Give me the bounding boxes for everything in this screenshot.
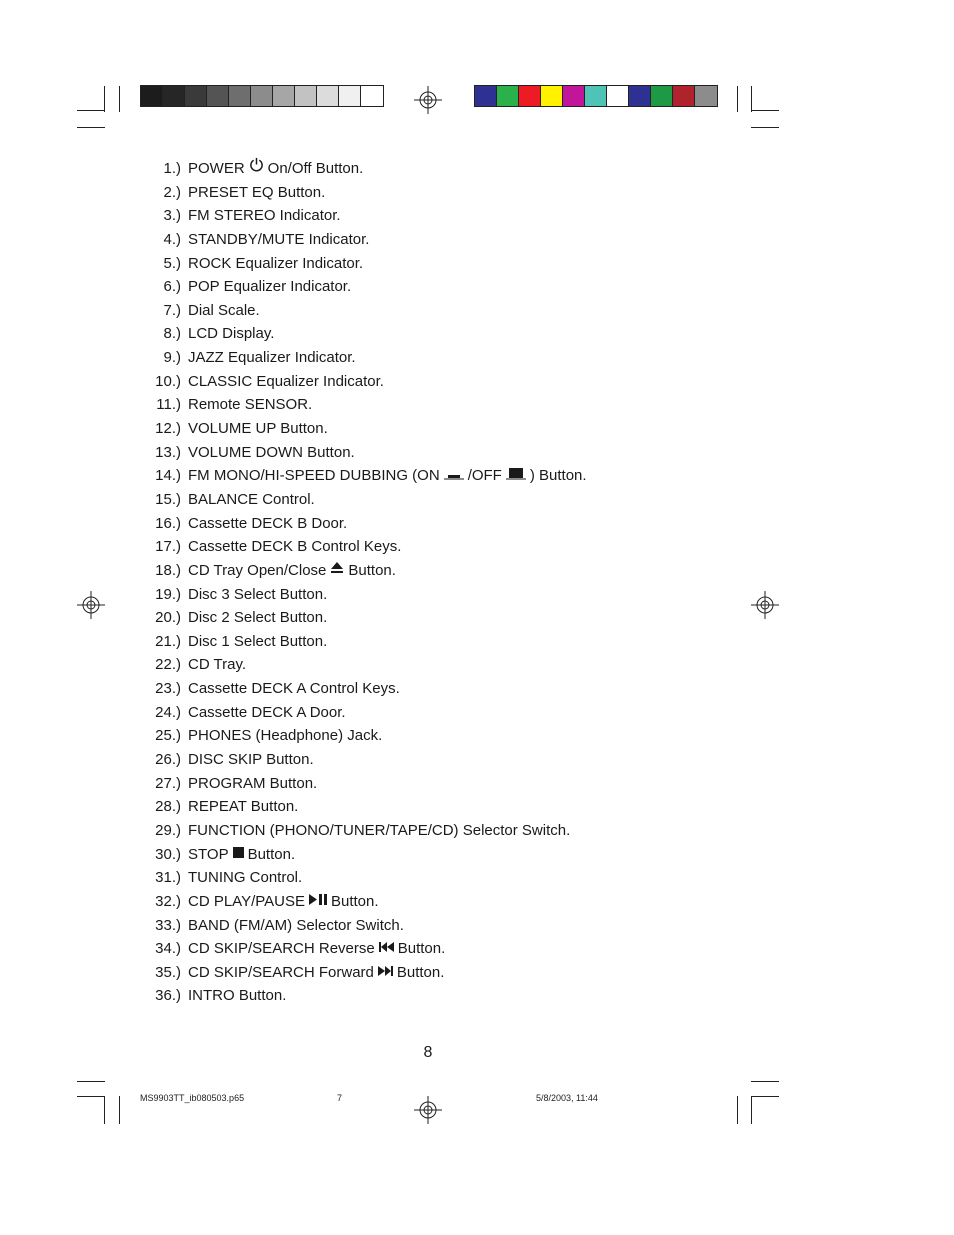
item-label: DISC SKIP Button.: [188, 751, 314, 769]
item-label: VOLUME UP Button.: [188, 420, 328, 438]
item-number: 3.): [163, 207, 181, 225]
color-swatch: [361, 86, 383, 106]
item-text: [188, 984, 286, 1008]
list-item: [140, 819, 587, 843]
crop-mark: [77, 1096, 105, 1097]
item-number: 27.): [155, 774, 181, 792]
crop-mark: [737, 86, 738, 112]
item-label: CD SKIP/SEARCH Forward: [188, 963, 374, 981]
item-text: [188, 653, 246, 677]
item-number: 36.): [155, 987, 181, 1005]
color-swatch: [541, 86, 563, 106]
list-item: [140, 866, 587, 890]
item-label: Button.: [348, 561, 396, 579]
crop-mark: [751, 86, 752, 112]
item-label: Button.: [247, 845, 296, 863]
color-swatch: [651, 86, 673, 106]
crop-mark: [77, 127, 105, 128]
item-label: FUNCTION (PHONO/TUNER/TAPE/CD) Selector Switch.: [188, 821, 571, 839]
list-item: [140, 772, 587, 796]
list-item: [140, 559, 587, 583]
item-label: Dial Scale.: [188, 301, 260, 319]
list-item: [140, 701, 587, 725]
item-text: [188, 961, 444, 985]
color-swatch: [519, 86, 541, 106]
list-item: [140, 583, 587, 607]
color-swatch: [497, 86, 519, 106]
item-text: [188, 441, 355, 465]
item-text: [188, 393, 312, 417]
list-item: [140, 228, 587, 252]
color-swatch: [475, 86, 497, 106]
list-item: [140, 441, 587, 465]
item-label: Remote SENSOR.: [188, 396, 313, 414]
item-number: 29.): [155, 821, 181, 839]
list-item: [140, 157, 587, 181]
item-label: PRESET EQ Button.: [188, 183, 326, 201]
item-label: /OFF: [467, 467, 502, 485]
item-number: 4.): [163, 230, 181, 248]
item-text: [188, 228, 369, 252]
list-item: [140, 677, 587, 701]
item-number: 14.): [155, 467, 181, 485]
item-text: [188, 535, 401, 559]
color-swatch: [185, 86, 207, 106]
item-text: [188, 157, 363, 181]
list-item: [140, 630, 587, 654]
item-label: PROGRAM Button.: [188, 774, 318, 792]
color-swatch: [339, 86, 361, 106]
list-item: [140, 937, 587, 961]
item-label: VOLUME DOWN Button.: [188, 443, 355, 461]
item-number: 32.): [155, 892, 181, 910]
color-swatch: [317, 86, 339, 106]
item-label: CLASSIC Equalizer Indicator.: [188, 372, 384, 390]
skip-reverse-icon: [379, 936, 394, 960]
item-text: [188, 322, 274, 346]
item-number: 6.): [163, 278, 181, 296]
eject-icon: [330, 558, 344, 582]
list-item: [140, 653, 587, 677]
item-text: [188, 204, 341, 228]
list-item: [140, 299, 587, 323]
item-label: Cassette DECK A Control Keys.: [188, 680, 400, 698]
item-label: BALANCE Control.: [188, 490, 315, 508]
list-item: [140, 393, 587, 417]
list-item: [140, 370, 587, 394]
item-number: 25.): [155, 727, 181, 745]
footer-page: 7: [337, 1093, 343, 1103]
crop-mark: [751, 1081, 779, 1082]
color-swatch: [607, 86, 629, 106]
item-text: [188, 748, 314, 772]
item-number: 34.): [155, 940, 181, 958]
item-text: [188, 819, 570, 843]
item-number: 9.): [163, 349, 181, 367]
item-text: [188, 795, 298, 819]
item-text: [188, 890, 379, 914]
item-number: 26.): [155, 751, 181, 769]
item-number: 10.): [155, 372, 181, 390]
item-label: Button.: [397, 940, 446, 958]
item-label: CD SKIP/SEARCH Reverse: [188, 940, 375, 958]
crop-mark: [119, 86, 120, 112]
color-swatch: [141, 86, 163, 106]
footer-filename: MS9903TT_ib080503.p65: [140, 1093, 245, 1103]
item-text: [188, 299, 260, 323]
list-item: [140, 275, 587, 299]
crop-mark: [77, 110, 105, 111]
color-swatch: [585, 86, 607, 106]
crop-mark: [104, 86, 105, 112]
list-item: [140, 417, 587, 441]
list-item: [140, 984, 587, 1008]
item-text: [188, 606, 327, 630]
page-number: 8: [423, 1044, 433, 1061]
item-label: Disc 3 Select Button.: [188, 585, 328, 603]
item-number: 12.): [155, 420, 181, 438]
item-text: [188, 914, 404, 938]
color-swatch: [695, 86, 717, 106]
registration-mark-icon: [77, 591, 105, 619]
item-label: JAZZ Equalizer Indicator.: [188, 349, 356, 367]
item-label: Disc 1 Select Button.: [188, 632, 328, 650]
list-item: [140, 724, 587, 748]
list-item: [140, 488, 587, 512]
color-swatch: [295, 86, 317, 106]
crop-mark: [77, 1081, 105, 1082]
item-label: INTRO Button.: [188, 987, 287, 1005]
skip-forward-icon: [378, 960, 393, 984]
switch-off-icon: [506, 464, 526, 488]
item-number: 18.): [155, 561, 181, 579]
item-label: TUNING Control.: [188, 869, 303, 887]
item-label: ROCK Equalizer Indicator.: [188, 254, 364, 272]
item-label: LCD Display.: [188, 325, 275, 343]
color-swatch: [629, 86, 651, 106]
item-label: STANDBY/MUTE Indicator.: [188, 230, 370, 248]
item-number: 21.): [155, 632, 181, 650]
item-label: PHONES (Headphone) Jack.: [188, 727, 383, 745]
color-swatch: [273, 86, 295, 106]
item-text: [188, 583, 327, 607]
power-icon: [249, 156, 264, 180]
color-swatch: [251, 86, 273, 106]
item-number: 11.): [156, 396, 181, 414]
color-calibration-bar: [474, 85, 718, 107]
item-number: 33.): [155, 916, 181, 934]
item-text: [188, 559, 396, 583]
list-item: [140, 322, 587, 346]
list-item: [140, 961, 587, 985]
item-number: 23.): [155, 680, 181, 698]
color-swatch: [673, 86, 695, 106]
list-item: [140, 464, 587, 488]
item-number: 19.): [155, 585, 181, 603]
item-label: CD Tray.: [188, 656, 247, 674]
item-text: [188, 488, 315, 512]
item-text: [188, 252, 363, 276]
color-swatch: [207, 86, 229, 106]
item-number: 28.): [155, 798, 181, 816]
list-item: [140, 346, 587, 370]
item-number: 22.): [155, 656, 181, 674]
list-item: [140, 606, 587, 630]
item-label: CD Tray Open/Close: [188, 561, 327, 579]
list-item: [140, 890, 587, 914]
item-number: 16.): [155, 514, 181, 532]
item-text: [188, 843, 295, 867]
item-text: [188, 417, 328, 441]
registration-mark-icon: [414, 86, 442, 114]
crop-mark: [751, 127, 779, 128]
registration-mark-icon: [751, 591, 779, 619]
item-text: [188, 346, 356, 370]
crop-mark: [751, 110, 779, 111]
item-number: 5.): [163, 254, 181, 272]
item-text: [188, 630, 327, 654]
list-item: [140, 535, 587, 559]
item-label: Cassette DECK B Control Keys.: [188, 538, 402, 556]
item-text: [188, 370, 384, 394]
item-label: Button.: [396, 963, 445, 981]
item-text: [188, 677, 400, 701]
item-label: ) Button.: [529, 467, 587, 485]
list-item: [140, 914, 587, 938]
list-item: [140, 843, 587, 867]
list-item: [140, 512, 587, 536]
list-item: [140, 204, 587, 228]
footer-datetime: 5/8/2003, 11:44: [536, 1093, 598, 1103]
item-number: 8.): [163, 325, 181, 343]
item-text: [188, 701, 346, 725]
item-label: FM STEREO Indicator.: [188, 207, 341, 225]
item-text: [188, 724, 382, 748]
crop-mark: [751, 1096, 779, 1097]
component-list: [140, 157, 587, 1008]
item-number: 2.): [163, 183, 181, 201]
item-label: Cassette DECK B Door.: [188, 514, 348, 532]
item-text: [188, 866, 302, 890]
grayscale-calibration-bar: [140, 85, 384, 107]
item-text: [188, 937, 445, 961]
crop-mark: [119, 1096, 120, 1124]
registration-mark-icon: [414, 1096, 442, 1124]
item-label: POWER: [188, 160, 245, 177]
item-number: 20.): [155, 609, 181, 627]
item-number: 31.): [155, 869, 181, 887]
item-number: 15.): [155, 490, 181, 508]
item-label: On/Off Button.: [267, 160, 364, 177]
stop-icon: [233, 842, 244, 866]
list-item: [140, 795, 587, 819]
color-swatch: [563, 86, 585, 106]
item-label: Cassette DECK A Door.: [188, 703, 346, 721]
item-number: 1.): [163, 160, 181, 177]
item-text: [188, 181, 325, 205]
item-label: POP Equalizer Indicator.: [188, 278, 352, 296]
item-label: CD PLAY/PAUSE: [188, 892, 305, 910]
crop-mark: [751, 1096, 752, 1124]
list-item: [140, 252, 587, 276]
item-text: [188, 512, 347, 536]
crop-mark: [104, 1096, 105, 1124]
item-number: 13.): [155, 443, 181, 461]
item-label: Disc 2 Select Button.: [188, 609, 328, 627]
item-number: 7.): [163, 301, 181, 319]
item-number: 24.): [155, 703, 181, 721]
item-number: 30.): [155, 845, 181, 863]
item-text: [188, 772, 317, 796]
crop-mark: [737, 1096, 738, 1124]
switch-on-icon: [444, 464, 464, 488]
item-label: STOP: [188, 845, 229, 863]
color-swatch: [163, 86, 185, 106]
item-label: FM MONO/HI-SPEED DUBBING (ON: [188, 467, 440, 485]
item-label: Button.: [330, 892, 379, 910]
item-label: BAND (FM/AM) Selector Switch.: [188, 916, 404, 934]
item-label: REPEAT Button.: [188, 798, 299, 816]
play-pause-icon: [309, 889, 327, 913]
item-text: [188, 464, 587, 488]
item-text: [188, 275, 351, 299]
list-item: [140, 181, 587, 205]
list-item: [140, 748, 587, 772]
color-swatch: [229, 86, 251, 106]
item-number: 17.): [155, 538, 181, 556]
item-number: 35.): [155, 963, 181, 981]
